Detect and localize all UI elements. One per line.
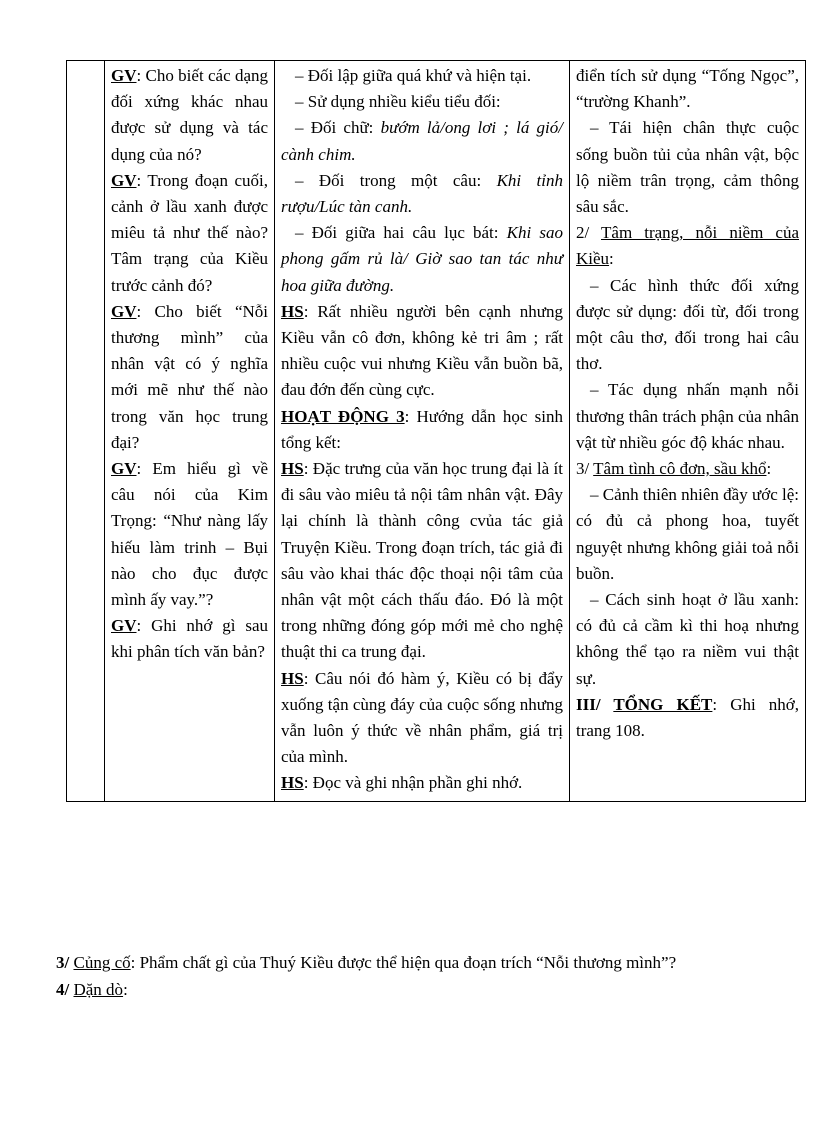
section-heading: 3/ Tâm tình cô đơn, sầu khổ:: [576, 459, 772, 479]
content-text: – Tái hiện chân thực cuộc sống buồn tủi của nhân vật, bộc lộ niềm trân trọng, cảm thông sâu sắc.: [576, 118, 799, 217]
activity-line: – Đối trong một câu: Khi tỉnh rượu/Lúc tàn canh.: [281, 170, 563, 217]
content-text: – Cảnh thiên nhiên đầy ước lệ: có đủ cả phong hoa, tuyết nguyệt nhưng không giải toả nỗi buồn.: [576, 485, 799, 583]
question-1: GV: Cho biết các dạng đối xứng khác nhau được sử dụng và tác dụng của nó?: [111, 66, 268, 164]
lesson-footer: [56, 950, 761, 1003]
activity-line: – Sử dụng nhiều kiểu tiểu đối:: [295, 92, 501, 112]
content-text: – Các hình thức đối xứng được sử dụng: đối từ, đối trong một câu thơ, đối trong hai câu thơ.: [576, 275, 799, 374]
student-answer: HS: Đọc và ghi nhận phần ghi nhớ.: [281, 773, 523, 793]
section-heading: 2/ Tâm trạng, nỗi niềm của Kiều:: [576, 223, 800, 269]
activity-line: – Đối giữa hai câu lục bát: Khi sao phong gấm rủ là/ Giờ sao tan tác như hoa giữa đường.: [281, 223, 563, 295]
teacher-questions-column: [105, 61, 275, 802]
question-4: GV: Em hiểu gì về câu nói của Kim Trọng: “Như nàng lấy hiếu làm trinh – Bụi nào cho đục được mình ấy vay.”?: [111, 459, 268, 610]
student-answer: HS: Đặc trưng của văn học trung đại là ít đi sâu vào miêu tả nội tâm nhân vật. Đây lại chính là thành công cvủa tác giả Truyện Kiều. Trong đoạn trích, tác giả đi sâu vào khai thác độc thoại nội tâm của nhân vật một cách thấu đáo. Đó là một trong những đóng góp mới mẻ cho nghệ thuật thi ca trung đại.: [281, 459, 563, 662]
consolidation-line: 3/ Củng cố: Phẩm chất gì của Thuý Kiều được thể hiện qua đoạn trích “Nỗi thương mình”?: [56, 953, 677, 972]
student-answer: HS: Câu nói đó hàm ý, Kiều có bị đẩy xuống tận cùng đáy của cuộc sống nhưng vẫn luôn ý thức về nhân phẩm, giá trị của mình.: [281, 668, 563, 767]
content-text: – Cách sinh hoạt ở lầu xanh: có đủ cả cầm kì thi hoạ nhưng không thể tạo ra niềm vui thật sự.: [576, 590, 799, 688]
question-2: GV: Trong đoạn cuối, cảnh ở lầu xanh được miêu tả như thế nào? Tâm trạng của Kiều trước cảnh đó?: [111, 170, 268, 295]
homework-line: 4/ Dặn dò:: [56, 979, 128, 999]
activity-line: – Đối lập giữa quá khứ và hiện tại.: [295, 66, 532, 85]
activities-column: [275, 61, 570, 802]
question-3: GV: Cho biết “Nỗi thương mình” của nhân vật có ý nghĩa mới mẽ như thế nào trong văn học trung đại?: [111, 301, 268, 452]
question-5: GV: Ghi nhớ gì sau khi phân tích văn bản?: [111, 616, 268, 662]
activity-line: – Đối chữ: bướm lả/ong lơi ; lá gió/ cành chim.: [281, 118, 564, 164]
content-column: [570, 61, 806, 802]
content-text: – Tác dụng nhấn mạnh nỗi thương thân trách phận của nhân vật từ nhiều góc độ khác nhau.: [576, 380, 799, 452]
activity-heading: HOẠT ĐỘNG 3: Hướng dẫn học sinh tổng kết:: [281, 406, 563, 452]
blank-column: [67, 61, 105, 802]
summary-heading: III/ TỔNG KẾT: Ghi nhớ, trang 108.: [576, 694, 800, 741]
lesson-table: [66, 60, 806, 802]
student-answer: HS: Rất nhiều người bên cạnh nhưng Kiều vẫn cô đơn, không kẻ tri âm ; rất nhiều cuộc vui nhưng Kiều vẫn buồn bã, đau đớn đến cùng cực.: [281, 301, 563, 400]
content-text: điển tích sử dụng “Tống Ngọc”, “trường Khanh”.: [576, 66, 799, 112]
